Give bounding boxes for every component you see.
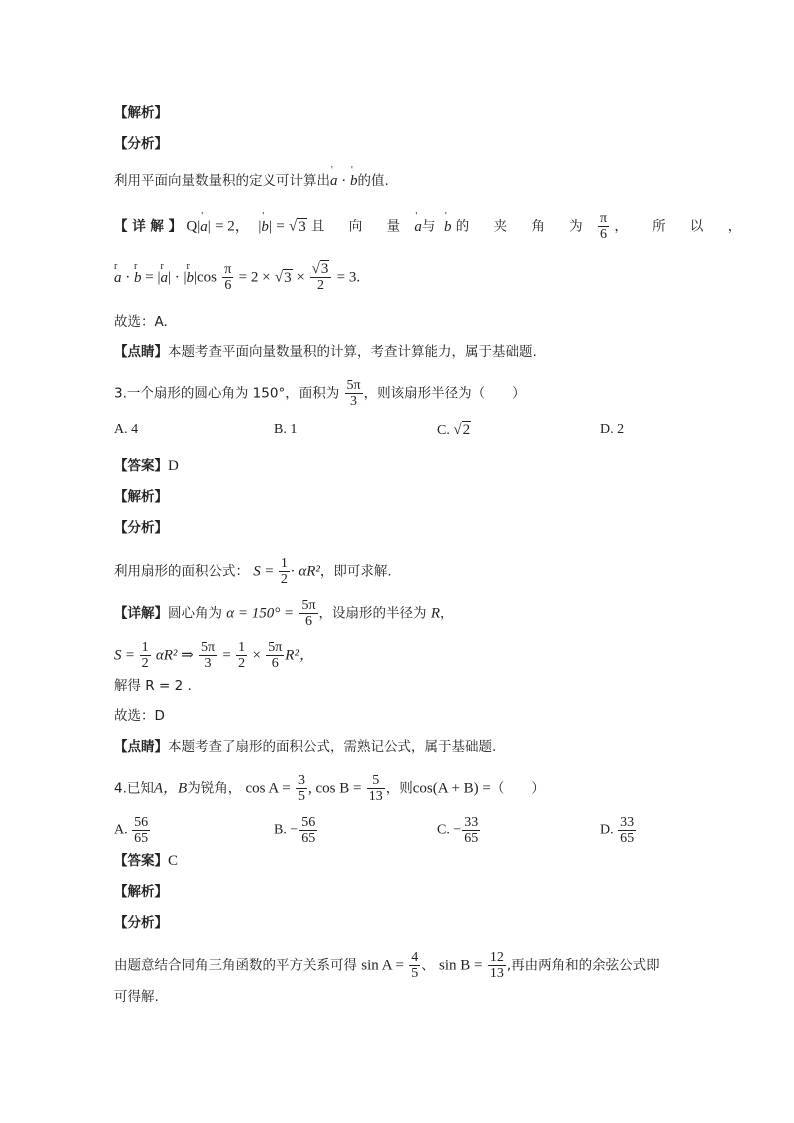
q4-fenxi-heading: 【分析】 (114, 915, 168, 931)
q3-detail-line: 【详解】圆心角为 α = 150° = $\frac{5\pi}{6}$ ，设扇形的半径为 R， (114, 598, 454, 629)
q4-option-a[interactable]: A. $\frac{56}{65}$ (114, 815, 149, 846)
answer-line: 故选：A. (114, 314, 168, 330)
q3-equation-line: S = $\frac{1}{2}$ αR² ⇒ $\frac{5\pi}{3}$ = $\frac{1}{2}$ × $\frac{5\pi}{6}$ R²， (114, 640, 314, 671)
q3-fenxi-heading: 【分析】 (114, 520, 168, 536)
q4-jiexi-heading: 【解析】 (114, 884, 168, 900)
calculation-line: r a · r b = |r a| · |r b|cos $\frac{\pi}{6}$ = 2 × √3 × $\frac{√3}{2}$ = 3. (114, 262, 360, 293)
dianjing-line: 【点睛】本题考查平面向量数量积的计算，考查计算能力，属于基础题. (114, 344, 537, 360)
analysis-line: 利用平面向量数量积的定义可计算出' a · ' b的值. (114, 172, 389, 190)
vector-a: ' a (330, 172, 338, 190)
q3-option-a[interactable]: A. 4 (114, 422, 139, 437)
q3-jiexi-heading: 【解析】 (114, 489, 168, 505)
q3-choose-line: 故选：D (114, 708, 165, 724)
q4-option-b[interactable]: B. − $\frac{56}{65}$ (274, 815, 316, 846)
detail-line: 【 详 解 】 Q|' a| = 2， |' b| = √3 且 向 量 ' a与 ' b 的 夹 角 为 $\frac{\pi}{6}$ ， 所 以 ， (114, 211, 751, 242)
question-3-stem: 3.一个扇形的圆心角为 150°，面积为 $\frac{5\pi}{3}$ ，则该扇形半径为（ ） (114, 378, 526, 409)
q3-option-c[interactable]: C. √2 (437, 422, 471, 438)
q3-answer: 【答案】D (114, 458, 179, 474)
q3-dianjing-line: 【点睛】本题考查了扇形的面积公式，需熟记公式，属于基础题. (114, 739, 497, 755)
q4-answer: 【答案】C (114, 853, 179, 869)
q4-analysis-line: 由题意结合同角三角函数的平方关系可得 sin A = $\frac{4}{5}$ 、 sin B = $\frac{12}{13}$ ,再由两角和的余弦公式即 (114, 950, 660, 981)
section-fenxi-heading: 【分析】 (114, 136, 168, 152)
q4-option-d[interactable]: D. $\frac{33}{65}$ (600, 815, 635, 846)
q4-analysis-line-2: 可得解. (114, 989, 159, 1005)
q3-analysis-line: 利用扇形的面积公式： S = $\frac{1}{2}$ · αR²，即可求解. (114, 556, 392, 587)
vector-b: ' b (350, 172, 358, 190)
q3-solve-line: 解得 R = 2 . (114, 678, 192, 694)
q3-option-d[interactable]: D. 2 (600, 422, 625, 437)
section-jiexi-heading: 【解析】 (114, 105, 168, 121)
q4-option-c[interactable]: C. − $\frac{33}{65}$ (437, 815, 479, 846)
question-4-stem: 4.已知A，B为锐角， cos A = $\frac{3}{5}$ , cos B = $\frac{5}{13}$ ，则cos(A + B) =（ ） (114, 773, 545, 804)
q3-option-b[interactable]: B. 1 (274, 422, 298, 437)
